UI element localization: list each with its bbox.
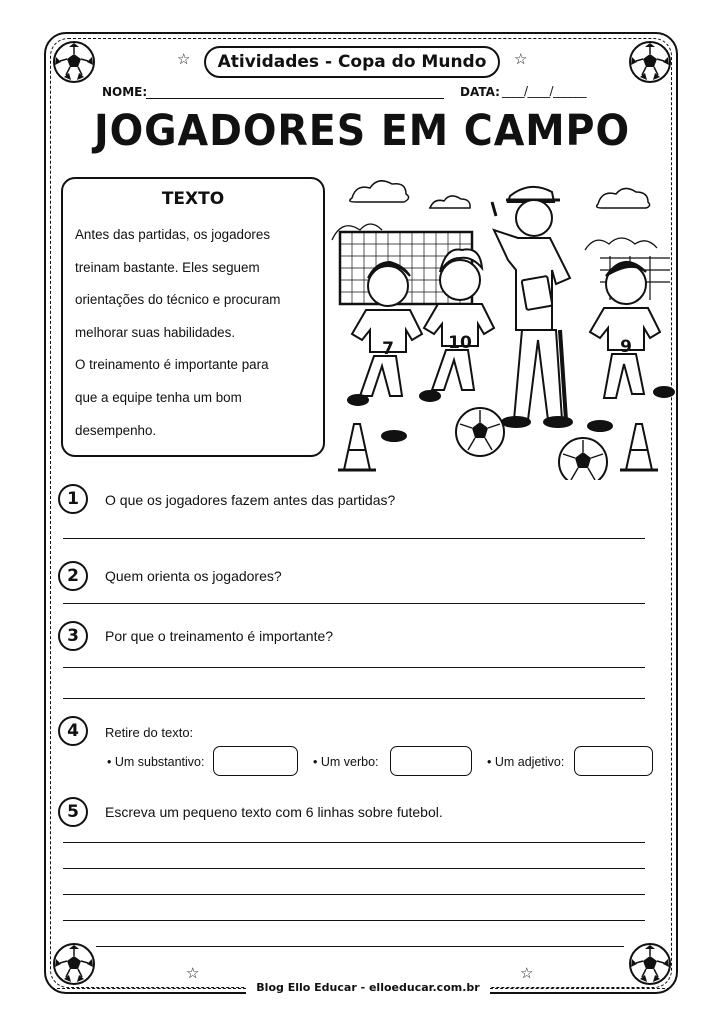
jersey-number: 10 xyxy=(448,333,472,353)
reading-text-line: melhorar suas habilidades. xyxy=(75,324,236,340)
question-text: Por que o treinamento é importante? xyxy=(105,628,334,644)
answer-line[interactable] xyxy=(63,920,645,921)
question-number: 2 xyxy=(58,561,88,591)
jersey-number: 9 xyxy=(620,337,632,357)
reading-text-box xyxy=(61,177,325,457)
header-title: Atividades - Copa do Mundo xyxy=(204,46,500,78)
answer-line[interactable] xyxy=(63,603,645,604)
answer-line[interactable] xyxy=(96,946,624,947)
answer-line[interactable] xyxy=(63,842,645,843)
page-title: JOGADORES EM CAMPO xyxy=(93,106,631,156)
verb-answer-box[interactable] xyxy=(390,746,472,776)
cloud-icon xyxy=(350,181,650,208)
question-text: Escreva um pequeno texto com 6 linhas sobre futebol. xyxy=(105,804,443,820)
footer-credit: Blog Ello Educar - elloeducar.com.br xyxy=(246,981,490,994)
soccer-ball-icon xyxy=(628,942,672,986)
reading-text-line: orientações do técnico e procuram xyxy=(75,292,281,308)
star-outline-icon: ☆ xyxy=(520,964,534,982)
verb-label: • Um verbo: xyxy=(313,755,379,769)
player-10 xyxy=(420,249,494,401)
soccer-ball-icon xyxy=(52,40,96,84)
adjective-label: • Um adjetivo: xyxy=(487,755,565,769)
question-number: 5 xyxy=(58,797,88,827)
answer-line[interactable] xyxy=(63,667,645,668)
answer-line[interactable] xyxy=(63,894,645,895)
question-text: Retire do texto: xyxy=(105,725,194,740)
reading-text-line: que a equipe tenha um bom xyxy=(75,389,242,405)
soccer-ball-icon xyxy=(456,408,504,456)
question-number: 3 xyxy=(58,621,88,651)
noun-label: • Um substantivo: xyxy=(107,755,205,769)
star-outline-icon: ☆ xyxy=(186,964,200,982)
footer-divider xyxy=(52,988,246,989)
coach xyxy=(492,187,572,427)
date-label: DATA: xyxy=(460,85,500,99)
text-box-title: TEXTO xyxy=(161,189,225,209)
soccer-ball-icon xyxy=(52,942,96,986)
answer-line[interactable] xyxy=(63,868,645,869)
reading-text-line: O treinamento é importante para xyxy=(75,357,269,373)
training-cone-icon xyxy=(620,424,658,470)
question-text: O que os jogadores fazem antes das partidas? xyxy=(105,492,396,508)
name-input-line[interactable] xyxy=(146,98,444,99)
jersey-number: 7 xyxy=(382,339,394,359)
bushes xyxy=(332,224,657,250)
reading-text xyxy=(75,219,321,447)
answer-line[interactable] xyxy=(63,538,645,539)
soccer-ball-icon xyxy=(628,40,672,84)
reading-text-line: Antes das partidas, os jogadores xyxy=(75,227,271,242)
training-illustration xyxy=(330,160,680,480)
question-text: Quem orienta os jogadores? xyxy=(105,568,282,584)
reading-text-line: treinam bastante. Eles seguem xyxy=(75,259,260,275)
training-cone-icon xyxy=(338,424,376,470)
star-outline-icon: ☆ xyxy=(177,50,191,68)
name-label: NOME: xyxy=(102,85,148,99)
adjective-answer-box[interactable] xyxy=(574,746,653,776)
soccer-ball-icon xyxy=(559,438,607,480)
reading-text-line: desempenho. xyxy=(75,422,157,438)
question-number: 4 xyxy=(58,716,88,746)
star-outline-icon: ☆ xyxy=(514,50,528,68)
date-input-blank[interactable]: ____/____/______ xyxy=(502,84,587,98)
noun-answer-box[interactable] xyxy=(213,746,298,776)
question-number: 1 xyxy=(58,484,88,514)
answer-line[interactable] xyxy=(63,698,645,699)
footer-divider xyxy=(490,988,670,989)
